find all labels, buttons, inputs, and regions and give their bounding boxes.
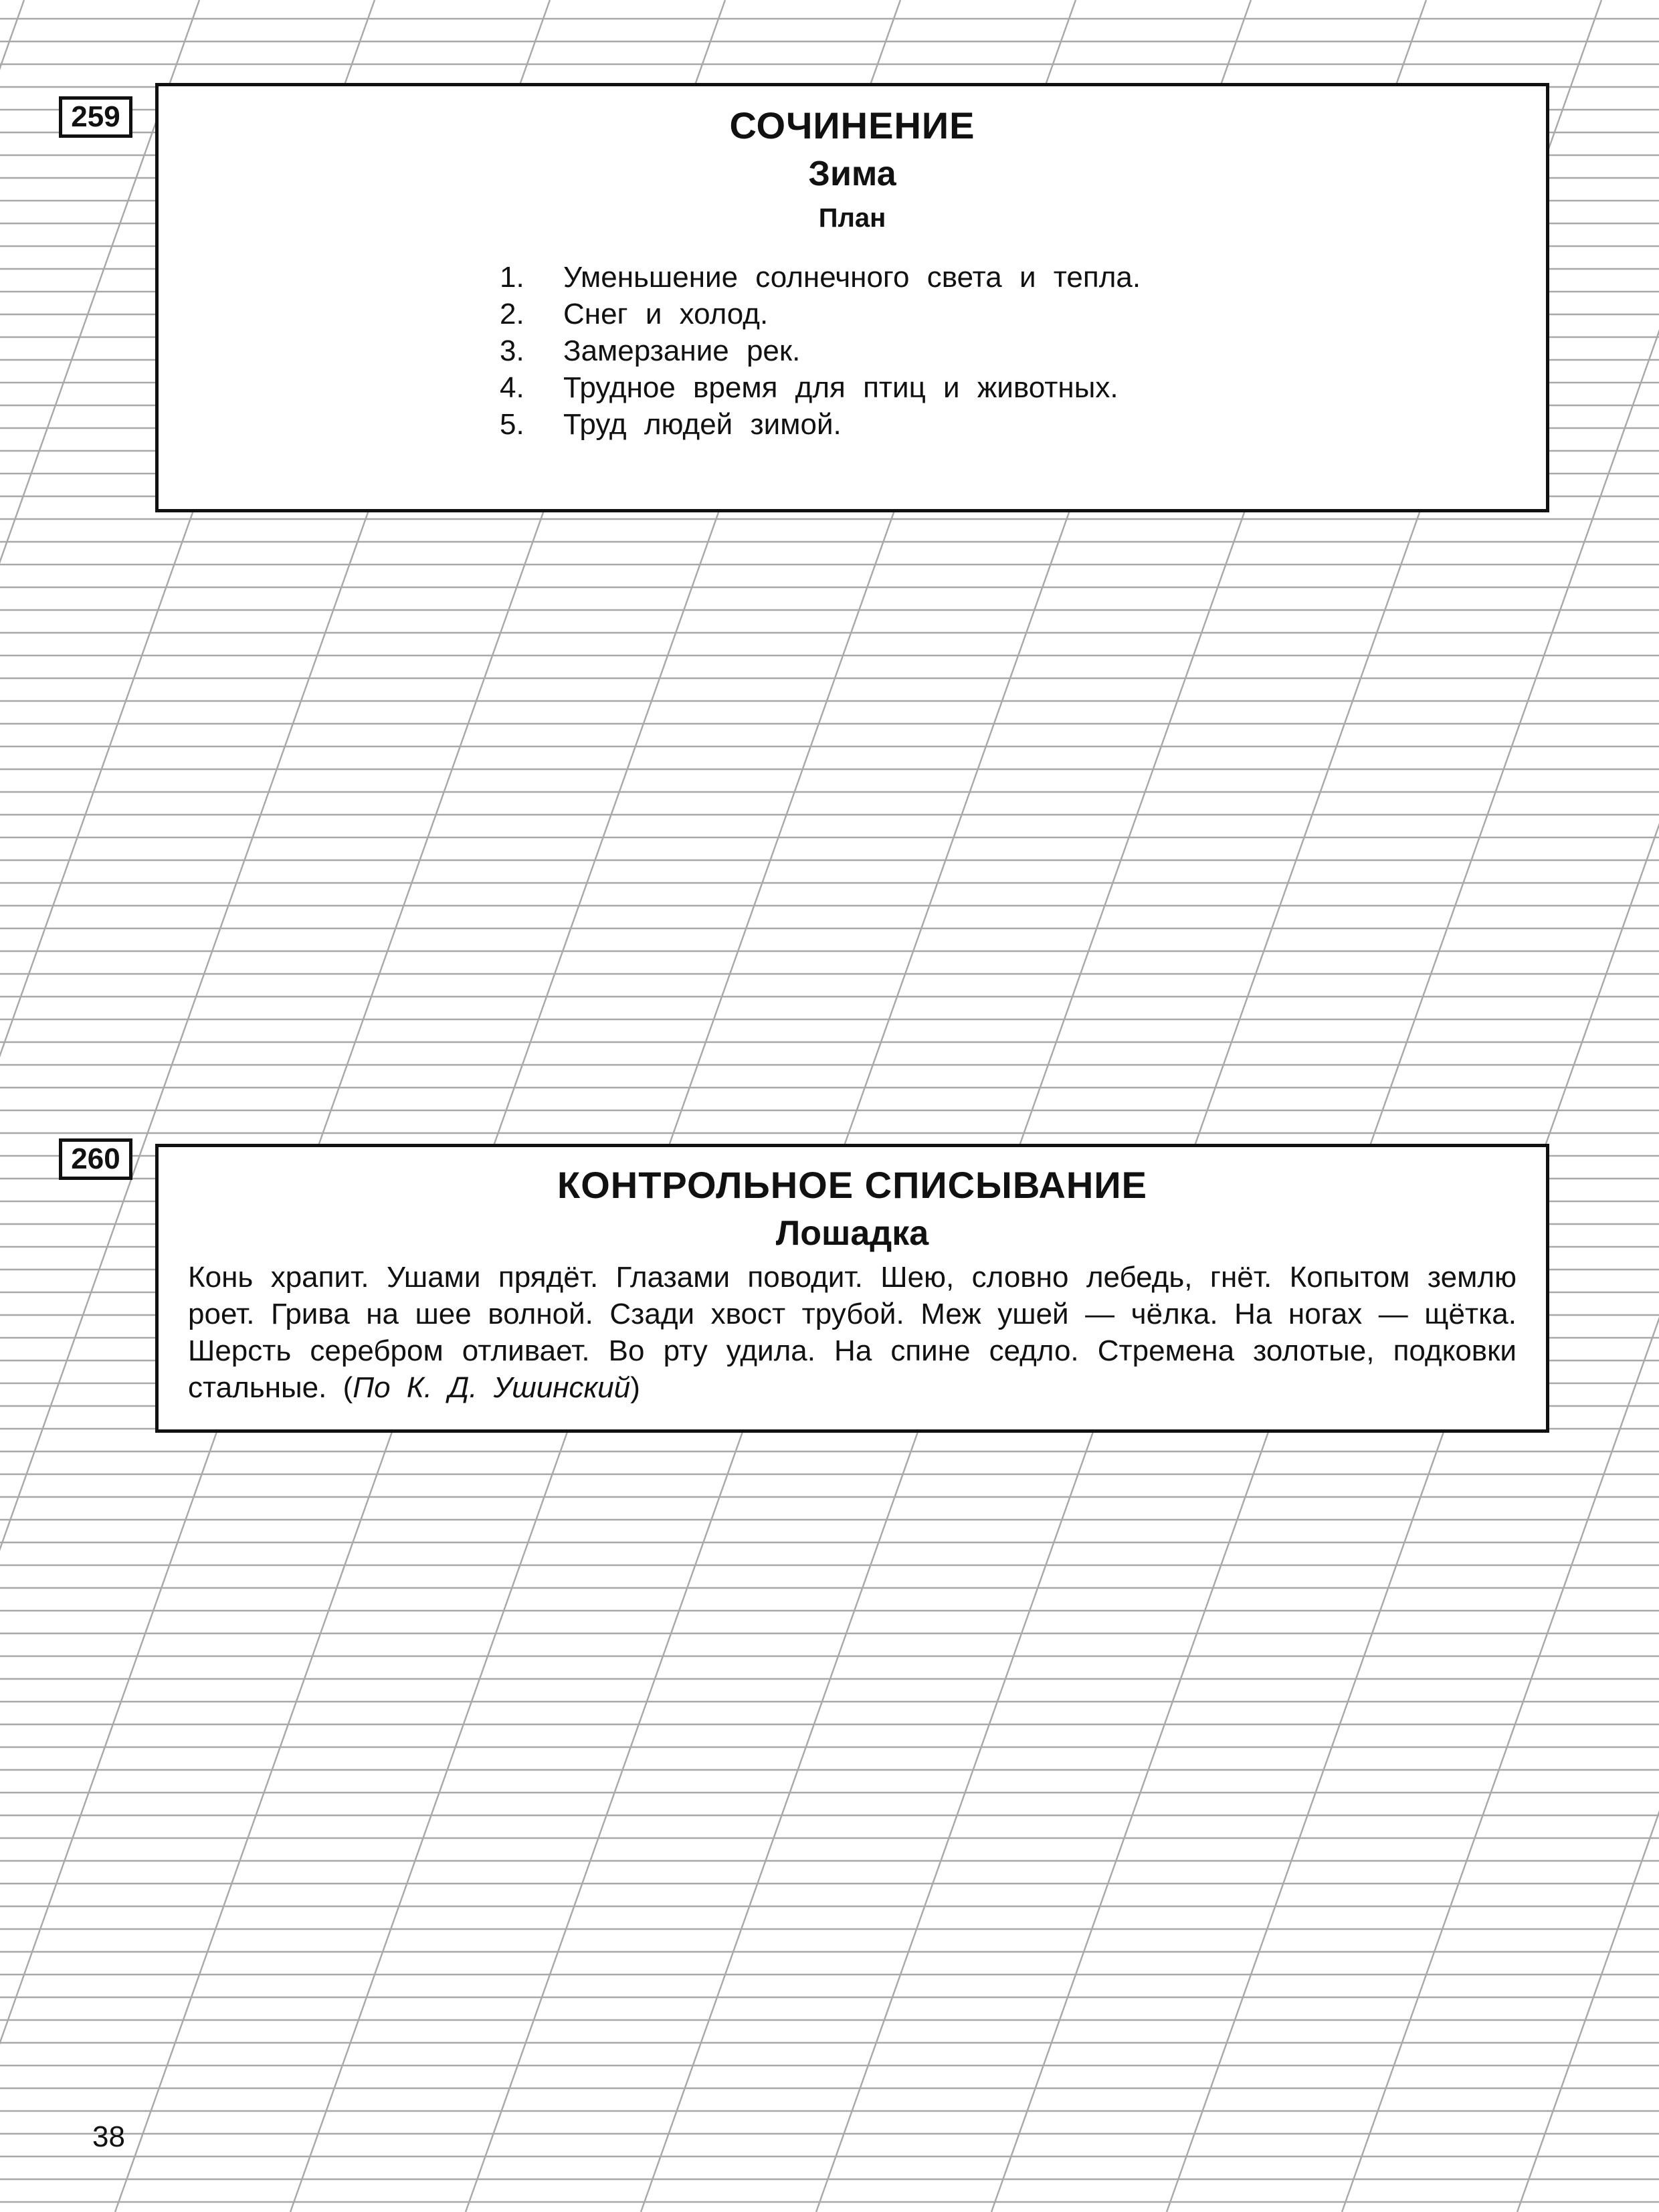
slant-line (0, 0, 24, 2212)
copying-box (155, 1144, 1549, 1433)
exercise-number-259: 259 (59, 96, 132, 138)
copying-text: Конь храпит. Ушами прядёт. Глазами поводит. Шею, словно лебедь, гнёт. Копытом землю роет. Грива на шее волной. Сзади хвост трубой. Меж ушей — чёлка. На ногах — щётка. Шерсть серебром отливает. Во рту удила. На спине седло. Стремена золотые, подковки стальные. (По К. Д. Ушинский) (188, 1261, 1517, 1404)
exercise-title: СОЧИНЕНИЕ (729, 104, 975, 146)
composition-box (155, 83, 1549, 512)
exercise-number-260: 260 (59, 1138, 132, 1180)
plan-list (500, 259, 1141, 443)
page-number: 38 (92, 2120, 125, 2153)
source-attribution: По К. Д. Ушинский (353, 1371, 631, 1404)
exercise-subtitle: Зима (808, 155, 896, 193)
plan-item: 5. Труд людей зимой. (500, 408, 842, 441)
plan-heading: План (818, 203, 886, 233)
plan-item: 4. Трудное время для птиц и животных. (500, 371, 1118, 404)
exercise-subtitle: Лошадка (775, 1214, 929, 1253)
plan-item: 1. Уменьшение солнечного света и тепла. (500, 261, 1141, 294)
plan-item: 2. Снег и холод. (500, 298, 769, 330)
plan-item: 3. Замерзание рек. (500, 334, 801, 367)
exercise-title: КОНТРОЛЬНОЕ СПИСЫВАНИЕ (557, 1164, 1147, 1206)
